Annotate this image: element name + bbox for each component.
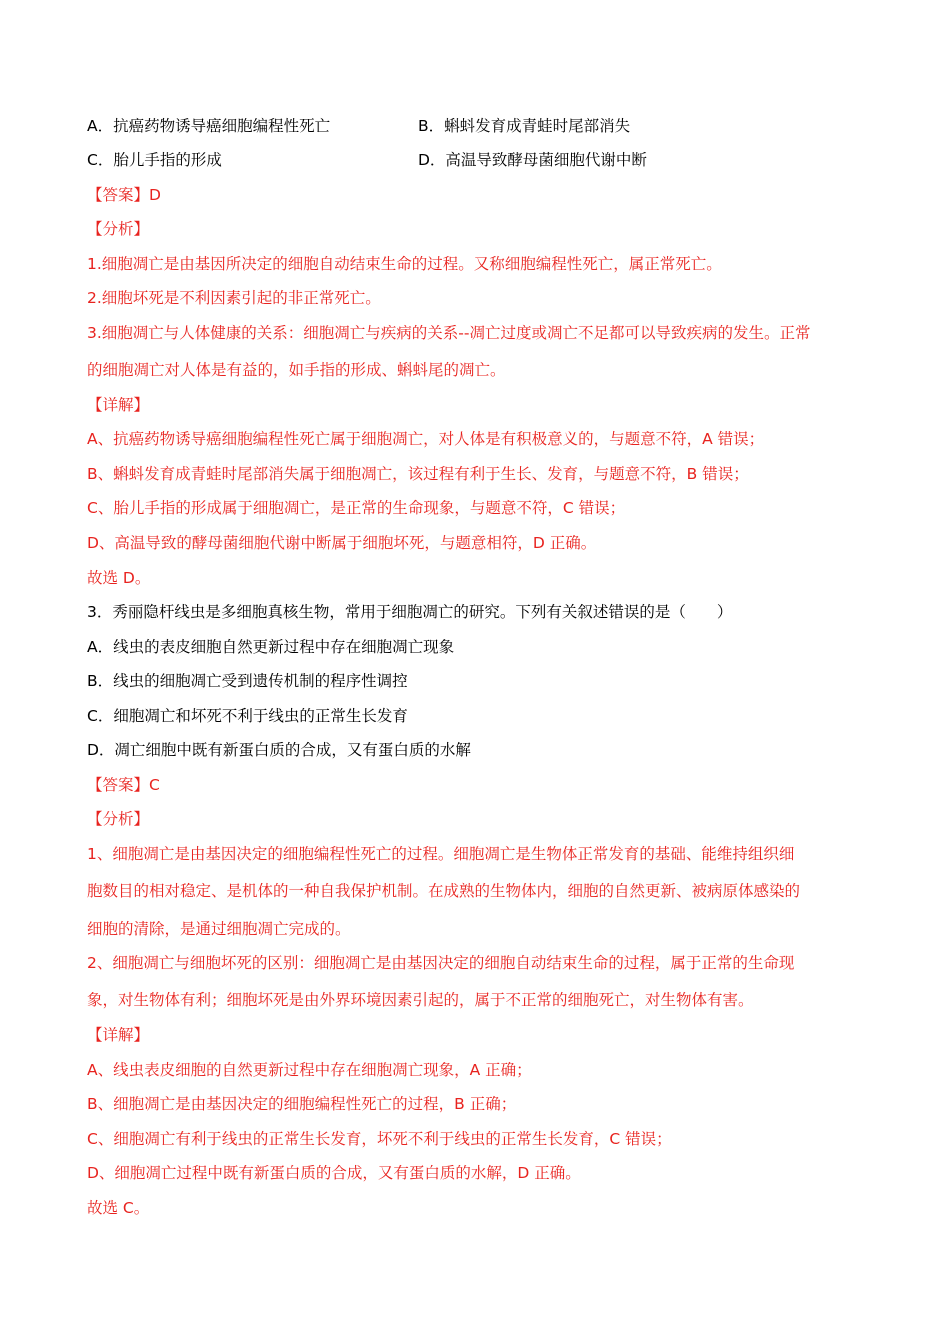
document-line: 【答案】D bbox=[87, 186, 161, 204]
option-d: D．高温导致酵母菌细胞代谢中断 bbox=[418, 151, 647, 169]
document-line: 故选 D。 bbox=[87, 569, 151, 587]
option-a: A．抗癌药物诱导癌细胞编程性死亡 bbox=[87, 117, 331, 135]
document-line: B、细胞凋亡是由基因决定的细胞编程性死亡的过程，B 正确； bbox=[87, 1095, 517, 1113]
document-line: 3.细胞凋亡与人体健康的关系：细胞凋亡与疾病的关系--凋亡过度或凋亡不足都可以导致疾病的发生。正常 bbox=[87, 324, 811, 342]
document-line: C、胎儿手指的形成属于细胞凋亡，是正常的生命现象，与题意不符，C 错误； bbox=[87, 499, 626, 517]
document-line: 【详解】 bbox=[87, 1026, 150, 1044]
option-c: C．胎儿手指的形成 bbox=[87, 151, 222, 169]
document-line: 【详解】 bbox=[87, 396, 150, 414]
document-line: 故选 C。 bbox=[87, 1199, 150, 1217]
document-line: 胞数目的相对稳定、是机体的一种自我保护机制。在成熟的生物体内，细胞的自然更新、被病原体感染的 bbox=[87, 882, 801, 900]
document-line: 【分析】 bbox=[87, 810, 150, 828]
document-line: 【答案】C bbox=[87, 776, 160, 794]
document-line: C．细胞凋亡和坏死不利于线虫的正常生长发育 bbox=[87, 707, 408, 725]
document-line: C、细胞凋亡有利于线虫的正常生长发育，坏死不利于线虫的正常生长发育，C 错误； bbox=[87, 1130, 672, 1148]
document-line: 1.细胞凋亡是由基因所决定的细胞自动结束生命的过程。又称细胞编程性死亡，属正常死亡。 bbox=[87, 255, 722, 273]
document-line: 2、细胞凋亡与细胞坏死的区别：细胞凋亡是由基因决定的细胞自动结束生命的过程，属于正常的生命现 bbox=[87, 954, 795, 972]
option-b: B．蝌蚪发育成青蛙时尾部消失 bbox=[418, 117, 631, 135]
document-line: 的细胞凋亡对人体是有益的，如手指的形成、蝌蚪尾的凋亡。 bbox=[87, 361, 506, 379]
document-line: 【分析】 bbox=[87, 220, 150, 238]
document-line: 1、细胞凋亡是由基因决定的细胞编程性死亡的过程。细胞凋亡是生物体正常发育的基础、能维持组织细 bbox=[87, 845, 795, 863]
document-line: 细胞的清除，是通过细胞凋亡完成的。 bbox=[87, 920, 351, 938]
document-line: A、线虫表皮细胞的自然更新过程中存在细胞凋亡现象，A 正确； bbox=[87, 1061, 532, 1079]
document-line: A．线虫的表皮细胞自然更新过程中存在细胞凋亡现象 bbox=[87, 638, 455, 656]
document-line: B、蝌蚪发育成青蛙时尾部消失属于细胞凋亡，该过程有利于生长、发育，与题意不符，B 错误； bbox=[87, 465, 749, 483]
document-line: D、高温导致的酵母菌细胞代谢中断属于细胞坏死，与题意相符，D 正确。 bbox=[87, 534, 597, 552]
document-line: A、抗癌药物诱导癌细胞编程性死亡属于细胞凋亡，对人体是有积极意义的，与题意不符，A 错误； bbox=[87, 430, 765, 448]
document-line: D、细胞凋亡过程中既有新蛋白质的合成，又有蛋白质的水解，D 正确。 bbox=[87, 1164, 581, 1182]
document-line: B．线虫的细胞凋亡受到遗传机制的程序性调控 bbox=[87, 672, 408, 690]
document-line: 象，对生物体有利；细胞坏死是由外界环境因素引起的，属于不正常的细胞死亡，对生物体有害。 bbox=[87, 991, 754, 1009]
document-line: 3．秀丽隐杆线虫是多细胞真核生物，常用于细胞凋亡的研究。下列有关叙述错误的是（ ） bbox=[87, 603, 733, 621]
document-line: 2.细胞坏死是不利因素引起的非正常死亡。 bbox=[87, 289, 381, 307]
document-line: D．凋亡细胞中既有新蛋白质的合成，又有蛋白质的水解 bbox=[87, 741, 471, 759]
